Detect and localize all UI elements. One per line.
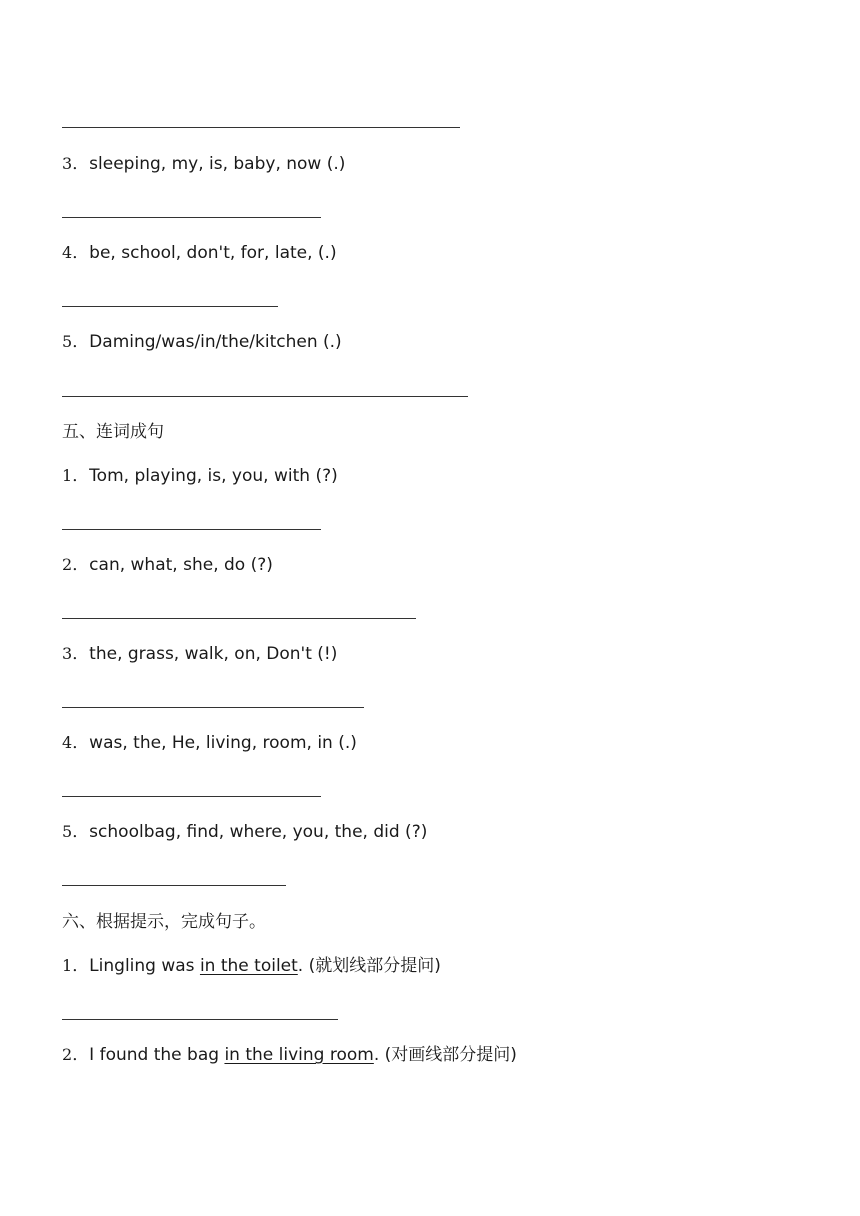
question-text: ．was, the, He, living, room, in (.) — [72, 733, 357, 753]
question-number: 3 — [62, 644, 73, 663]
question-text: ．can, what, she, do (?) — [72, 555, 273, 575]
section-title: 五、连词成句 — [62, 422, 164, 442]
question-number: 5 — [62, 822, 73, 841]
question-instruction: . (就划线部分提问) — [297, 956, 441, 976]
answer-line[interactable] — [62, 618, 416, 619]
question-s4-5 — [62, 330, 342, 354]
question-number: 5 — [62, 332, 73, 351]
question-text: ．the, grass, walk, on, Don't (!) — [72, 644, 338, 664]
question-instruction: . (对画线部分提问) — [373, 1045, 517, 1065]
answer-line[interactable] — [62, 306, 278, 307]
question-number: 2 — [62, 1045, 73, 1064]
answer-line[interactable] — [62, 127, 460, 128]
question-s5-1 — [62, 464, 338, 488]
question-number: 4 — [62, 243, 73, 262]
question-number: 1 — [62, 466, 73, 485]
question-text-before: ．I found the bag — [72, 1045, 225, 1065]
answer-line[interactable] — [62, 1019, 338, 1020]
answer-line[interactable] — [62, 396, 468, 397]
answer-line[interactable] — [62, 529, 321, 530]
question-text: ．Daming/was/in/the/kitchen (.) — [72, 332, 342, 352]
question-text: ．Tom, playing, is, you, with (?) — [72, 466, 338, 486]
question-s6-1 — [62, 954, 441, 978]
answer-line[interactable] — [62, 885, 286, 886]
question-s4-4 — [62, 241, 337, 265]
section-title: 六、根据提示，完成句子。 — [62, 912, 266, 932]
question-s4-3 — [62, 152, 345, 176]
question-s6-2 — [62, 1043, 517, 1067]
question-text: ．be, school, don't, for, late, (.) — [72, 243, 337, 263]
underlined-phrase: in the living room — [224, 1045, 374, 1065]
answer-line[interactable] — [62, 217, 321, 218]
question-number: 2 — [62, 555, 73, 574]
answer-line[interactable] — [62, 796, 321, 797]
question-s5-2 — [62, 553, 273, 577]
question-number: 3 — [62, 154, 73, 173]
question-text: ．sleeping, my, is, baby, now (.) — [72, 154, 346, 174]
question-number: 1 — [62, 956, 73, 975]
question-s5-4 — [62, 731, 357, 755]
question-number: 4 — [62, 733, 73, 752]
underlined-phrase: in the toilet — [199, 956, 298, 976]
question-s5-5 — [62, 820, 427, 844]
question-text: ．schoolbag, find, where, you, the, did (?) — [72, 822, 428, 842]
question-text-before: ．Lingling was — [72, 956, 200, 976]
answer-line[interactable] — [62, 707, 364, 708]
question-s5-3 — [62, 642, 337, 666]
